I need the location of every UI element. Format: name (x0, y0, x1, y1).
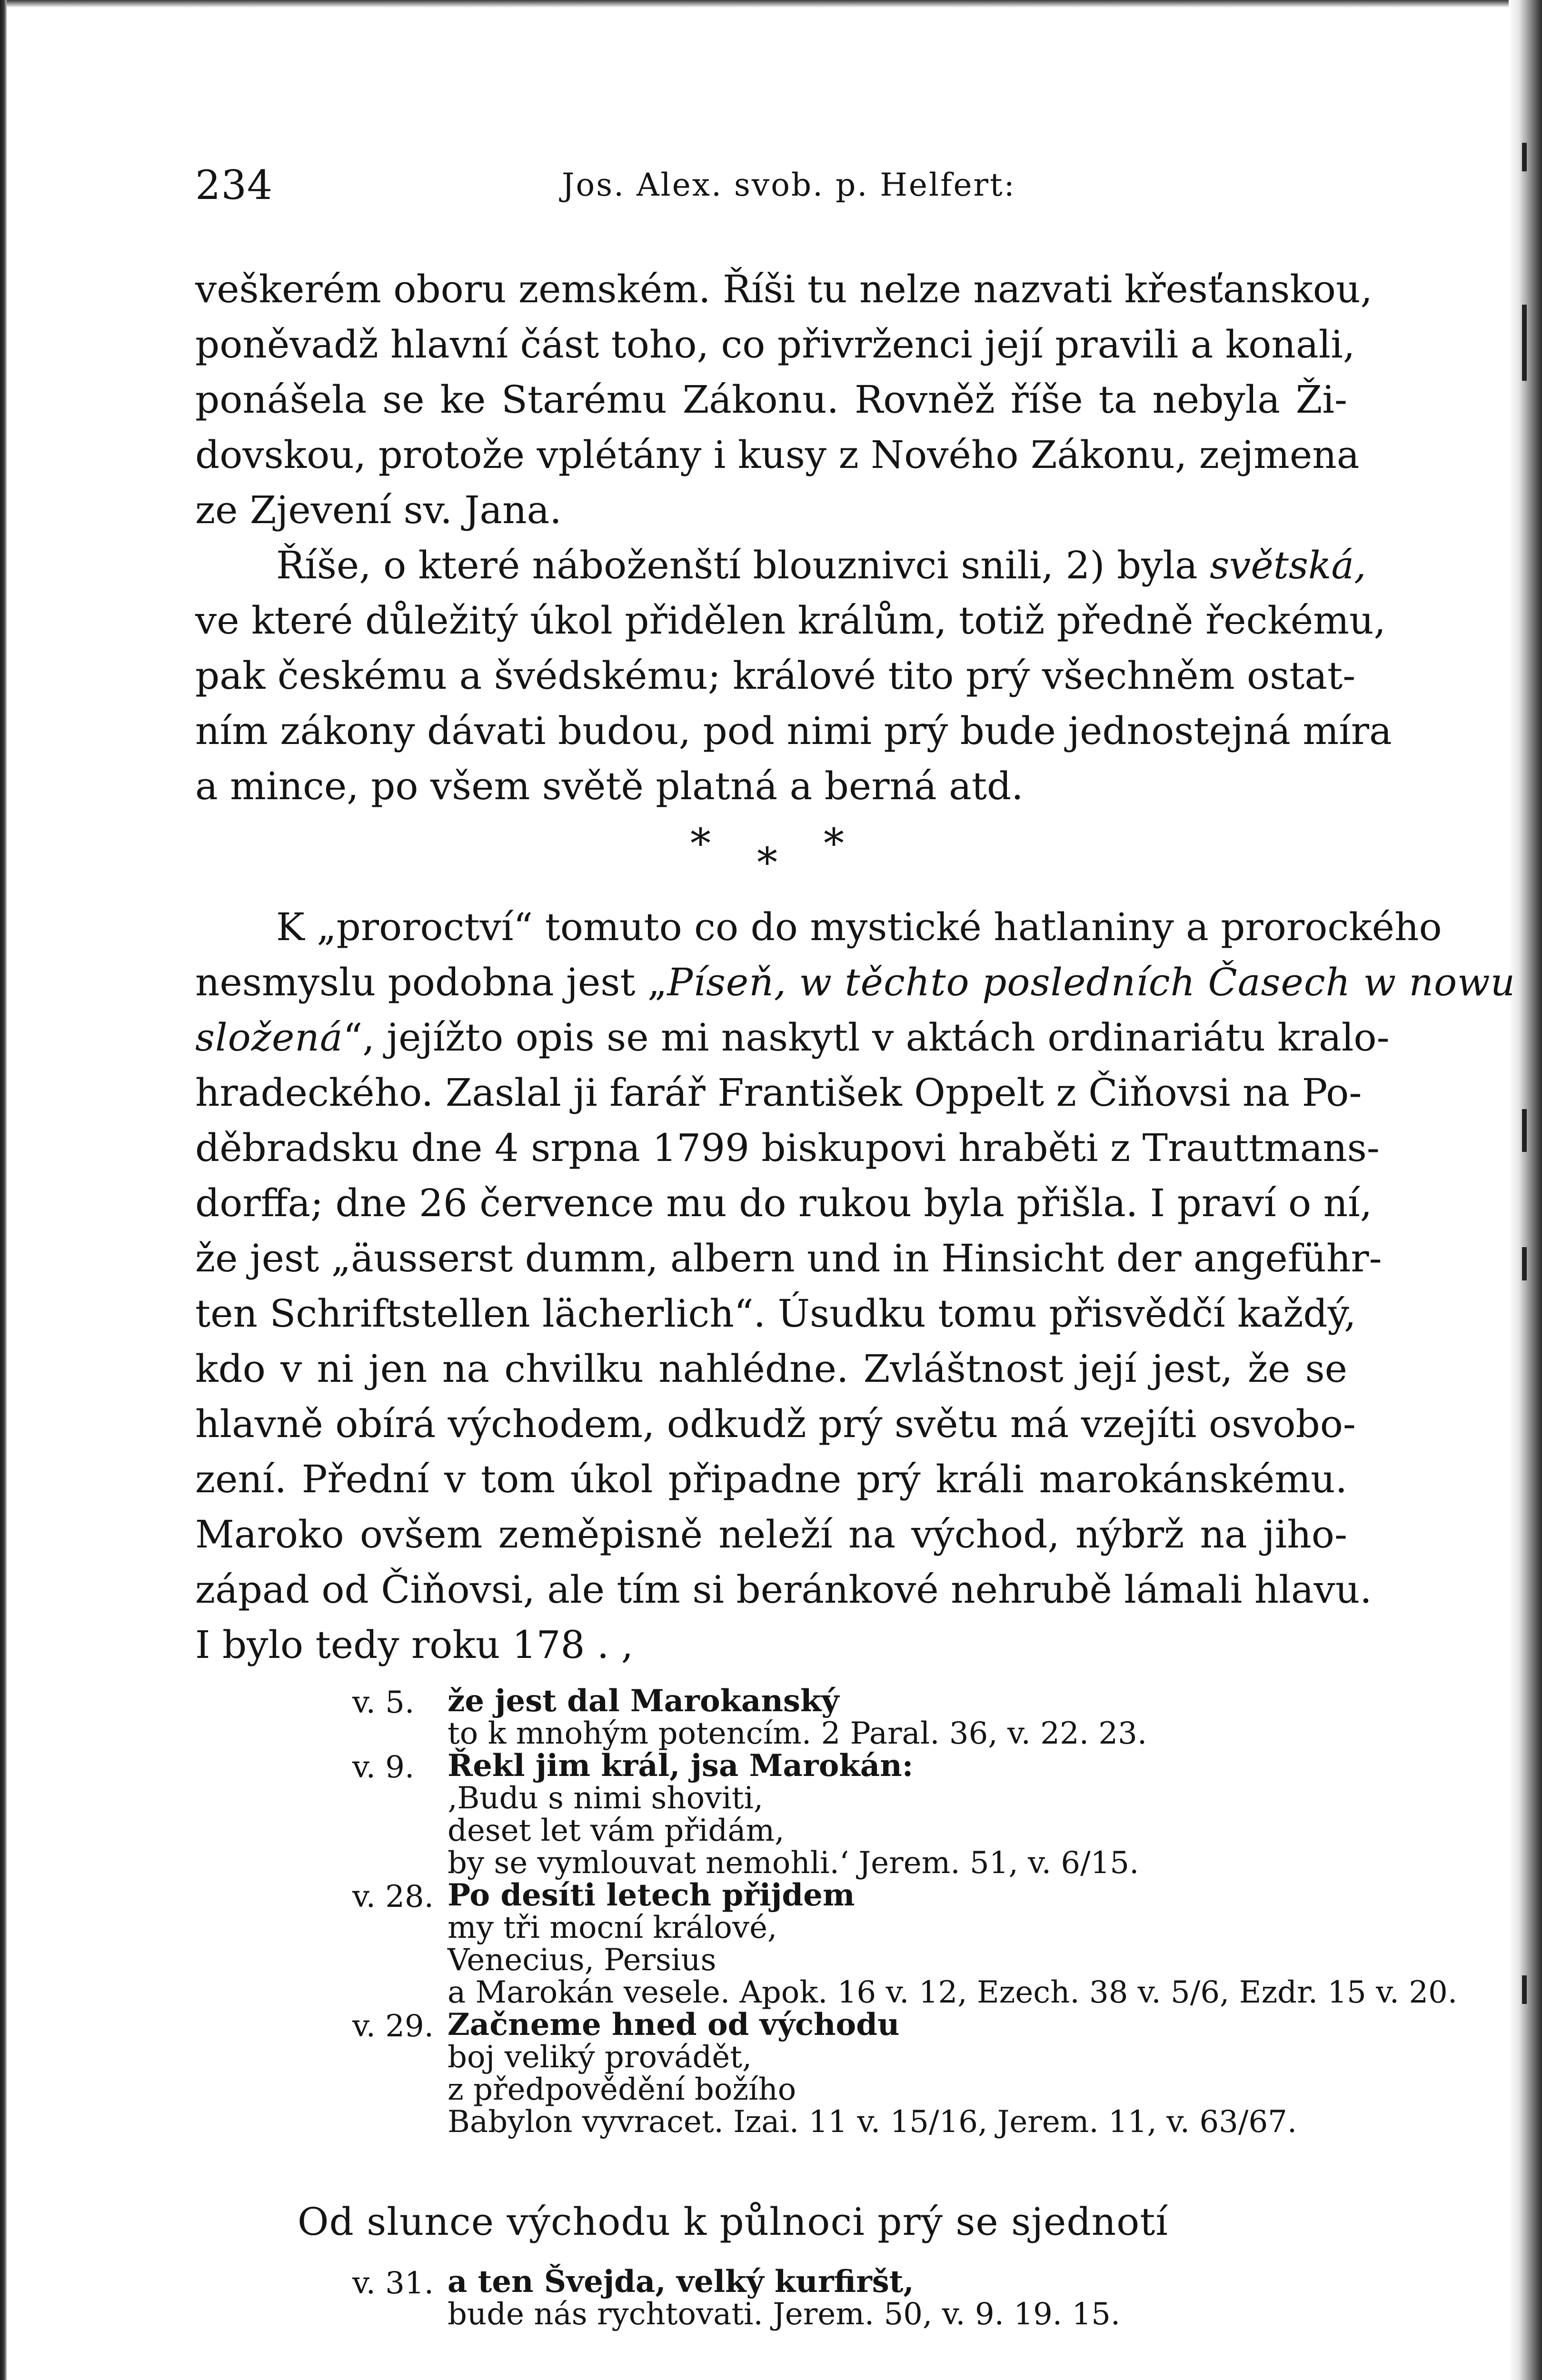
italic-word: světská, (1210, 543, 1366, 587)
scan-edge-left (0, 0, 7, 2380)
paragraph-1 (195, 262, 1373, 538)
verse-line: Řekl jim král, jsa Marokán: (448, 1748, 914, 1784)
verse (352, 2266, 1366, 2330)
text-line: dorffa; dne 26 července mu do rukou byla přišla. I praví o ní, (195, 1181, 1373, 1225)
text-line (195, 538, 1366, 593)
text-line (195, 1010, 1390, 1065)
asterisk: * (690, 820, 711, 868)
verse (352, 1750, 1366, 1879)
scan-edge-right (1509, 0, 1542, 2380)
paragraph-3 (195, 900, 1516, 1673)
page-number: 234 (195, 162, 273, 208)
verse-line: bude nás rychtovati. Jerem. 50, v. 9. 19. 15. (448, 2297, 1121, 2332)
text-line: poněvadž hlavní část toho, co přivrženci její pravili a konali, (195, 322, 1355, 367)
verse-line: Babylon vyvracet. Izai. 11 v. 15/16, Jerem. 11, v. 63/67. (448, 2104, 1297, 2140)
fraktur-title: složená (195, 1015, 343, 1060)
text-line: ten Schriftstellen lächerlich“. Úsudku tomu přisvědčí každý, (195, 1291, 1356, 1336)
verse-line: a Marokán vesele. Apok. 16 v. 12, Ezech. 38 v. 5/6, Ezdr. 15 v. 20. (448, 1975, 1458, 2010)
verse-line: z předpovědění božího (448, 2072, 796, 2107)
text-line: ve které důležitý úkol přidělen králům, totiž předně řeckému, (195, 598, 1386, 643)
verse-line: Venecius, Persius (448, 1943, 716, 1978)
refrain-line: Od slunce východu k půlnoci prý se sjednotí (298, 2200, 1169, 2244)
verse-ref: v. 29. (352, 2009, 434, 2044)
section-break (690, 820, 881, 890)
text-line: hlavně obírá východem, odkudž prý světu má vzejíti osvobo- (195, 1402, 1356, 1446)
text-run: nesmyslu podobna jest „ (195, 960, 667, 1004)
text-line: ze Zjevení sv. Jana. (195, 488, 562, 532)
text-line: západ od Čiňovsi, ale tím si beránkové nehrubě lámali hlavu. (195, 1567, 1372, 1612)
verse-ref: v. 5. (352, 1685, 415, 1720)
text-line: a mince, po všem světě platná a berná atd. (195, 764, 1024, 808)
verse-line: že jest dal Marokanský (448, 1683, 839, 1719)
text-line (195, 955, 1516, 1010)
paragraph-2 (195, 538, 1392, 814)
verse-line: a ten Švejda, velký kurfiršt, (448, 2264, 914, 2300)
text-run: Říše, o které náboženští blouznivci snili, 2) byla (276, 543, 1210, 587)
text-line: děbradsku dne 4 srpna 1799 biskupovi hraběti z Trauttmans- (195, 1126, 1380, 1170)
verse-line: my tři mocní králové, (448, 1910, 777, 1945)
text-line: dovskou, protože vplétány i kusy z Nového Zákonu, zejmena (195, 433, 1360, 477)
text-line: ním zákony dávati budou, pod nimi prý bude jednostejná míra (195, 709, 1392, 753)
text-line: že jest „äusserst dumm, albern und in Hinsicht der angeführ- (195, 1236, 1382, 1280)
verse-line: boj veliký provádět, (448, 2040, 752, 2075)
verse-ref: v. 31. (352, 2266, 434, 2301)
text-line: Maroko ovšem zeměpisně neleží na východ, nýbrž na jiho- (195, 1512, 1347, 1557)
text-line: kdo v ni jen na chvilku nahlédne. Zvláštnost její jest, že se (195, 1347, 1347, 1391)
text-run: “, jejížto opis se mi naskytl v aktách ordinariátu kralo- (343, 1015, 1390, 1060)
scan-edge-top (0, 0, 1542, 8)
text-line: K „proroctví“ tomuto co do mystické hatlaniny a prorockého (276, 905, 1442, 949)
verse-line: Začneme hned od východu (448, 2007, 900, 2043)
text-line: hradeckého. Zaslal ji farář František Oppelt z Čiňovsi na Po- (195, 1071, 1362, 1115)
verse-line: ‚Budu s nimi shoviti, (448, 1781, 764, 1816)
text-line: zení. Přední v tom úkol připadne prý králi marokánskému. (195, 1457, 1347, 1501)
text-line: I bylo tedy roku 178 . , (195, 1623, 634, 1667)
verse-list-final (352, 2266, 1366, 2330)
asterisk: * (824, 820, 844, 868)
verse-list (352, 1683, 1458, 2140)
text-line: ponášela se ke Starému Zákonu. Rovněž říše ta nebyla Ži- (195, 377, 1347, 422)
text-line: veškerém oboru zemském. Říši tu nelze nazvati křesťanskou, (195, 267, 1373, 311)
verse (352, 1877, 1458, 2010)
page-header (195, 157, 1347, 214)
verse-line: Po desíti letech přijdem (448, 1877, 855, 1913)
verse-ref: v. 9. (352, 1750, 415, 1785)
verse-line: deset let vám přidám, (448, 1813, 785, 1848)
verse (352, 1685, 1366, 1750)
fraktur-title: Píseň, w těchto posledních Časech w nowu (667, 960, 1516, 1004)
text-line: pak českému a švédskému; králové tito prý všechněm ostat- (195, 654, 1356, 698)
asterisk: * (757, 839, 777, 887)
verse-ref: v. 28. (352, 1879, 434, 1914)
verse-line: by se vymlouvat nemohli.‘ Jerem. 51, v. 6/15. (448, 1845, 1139, 1881)
verse (352, 2009, 1366, 2138)
verse-line: to k mnohým potencím. 2 Paral. 36, v. 22. 23. (448, 1716, 1147, 1751)
running-head: Jos. Alex. svob. p. Helfert: (562, 167, 1016, 203)
